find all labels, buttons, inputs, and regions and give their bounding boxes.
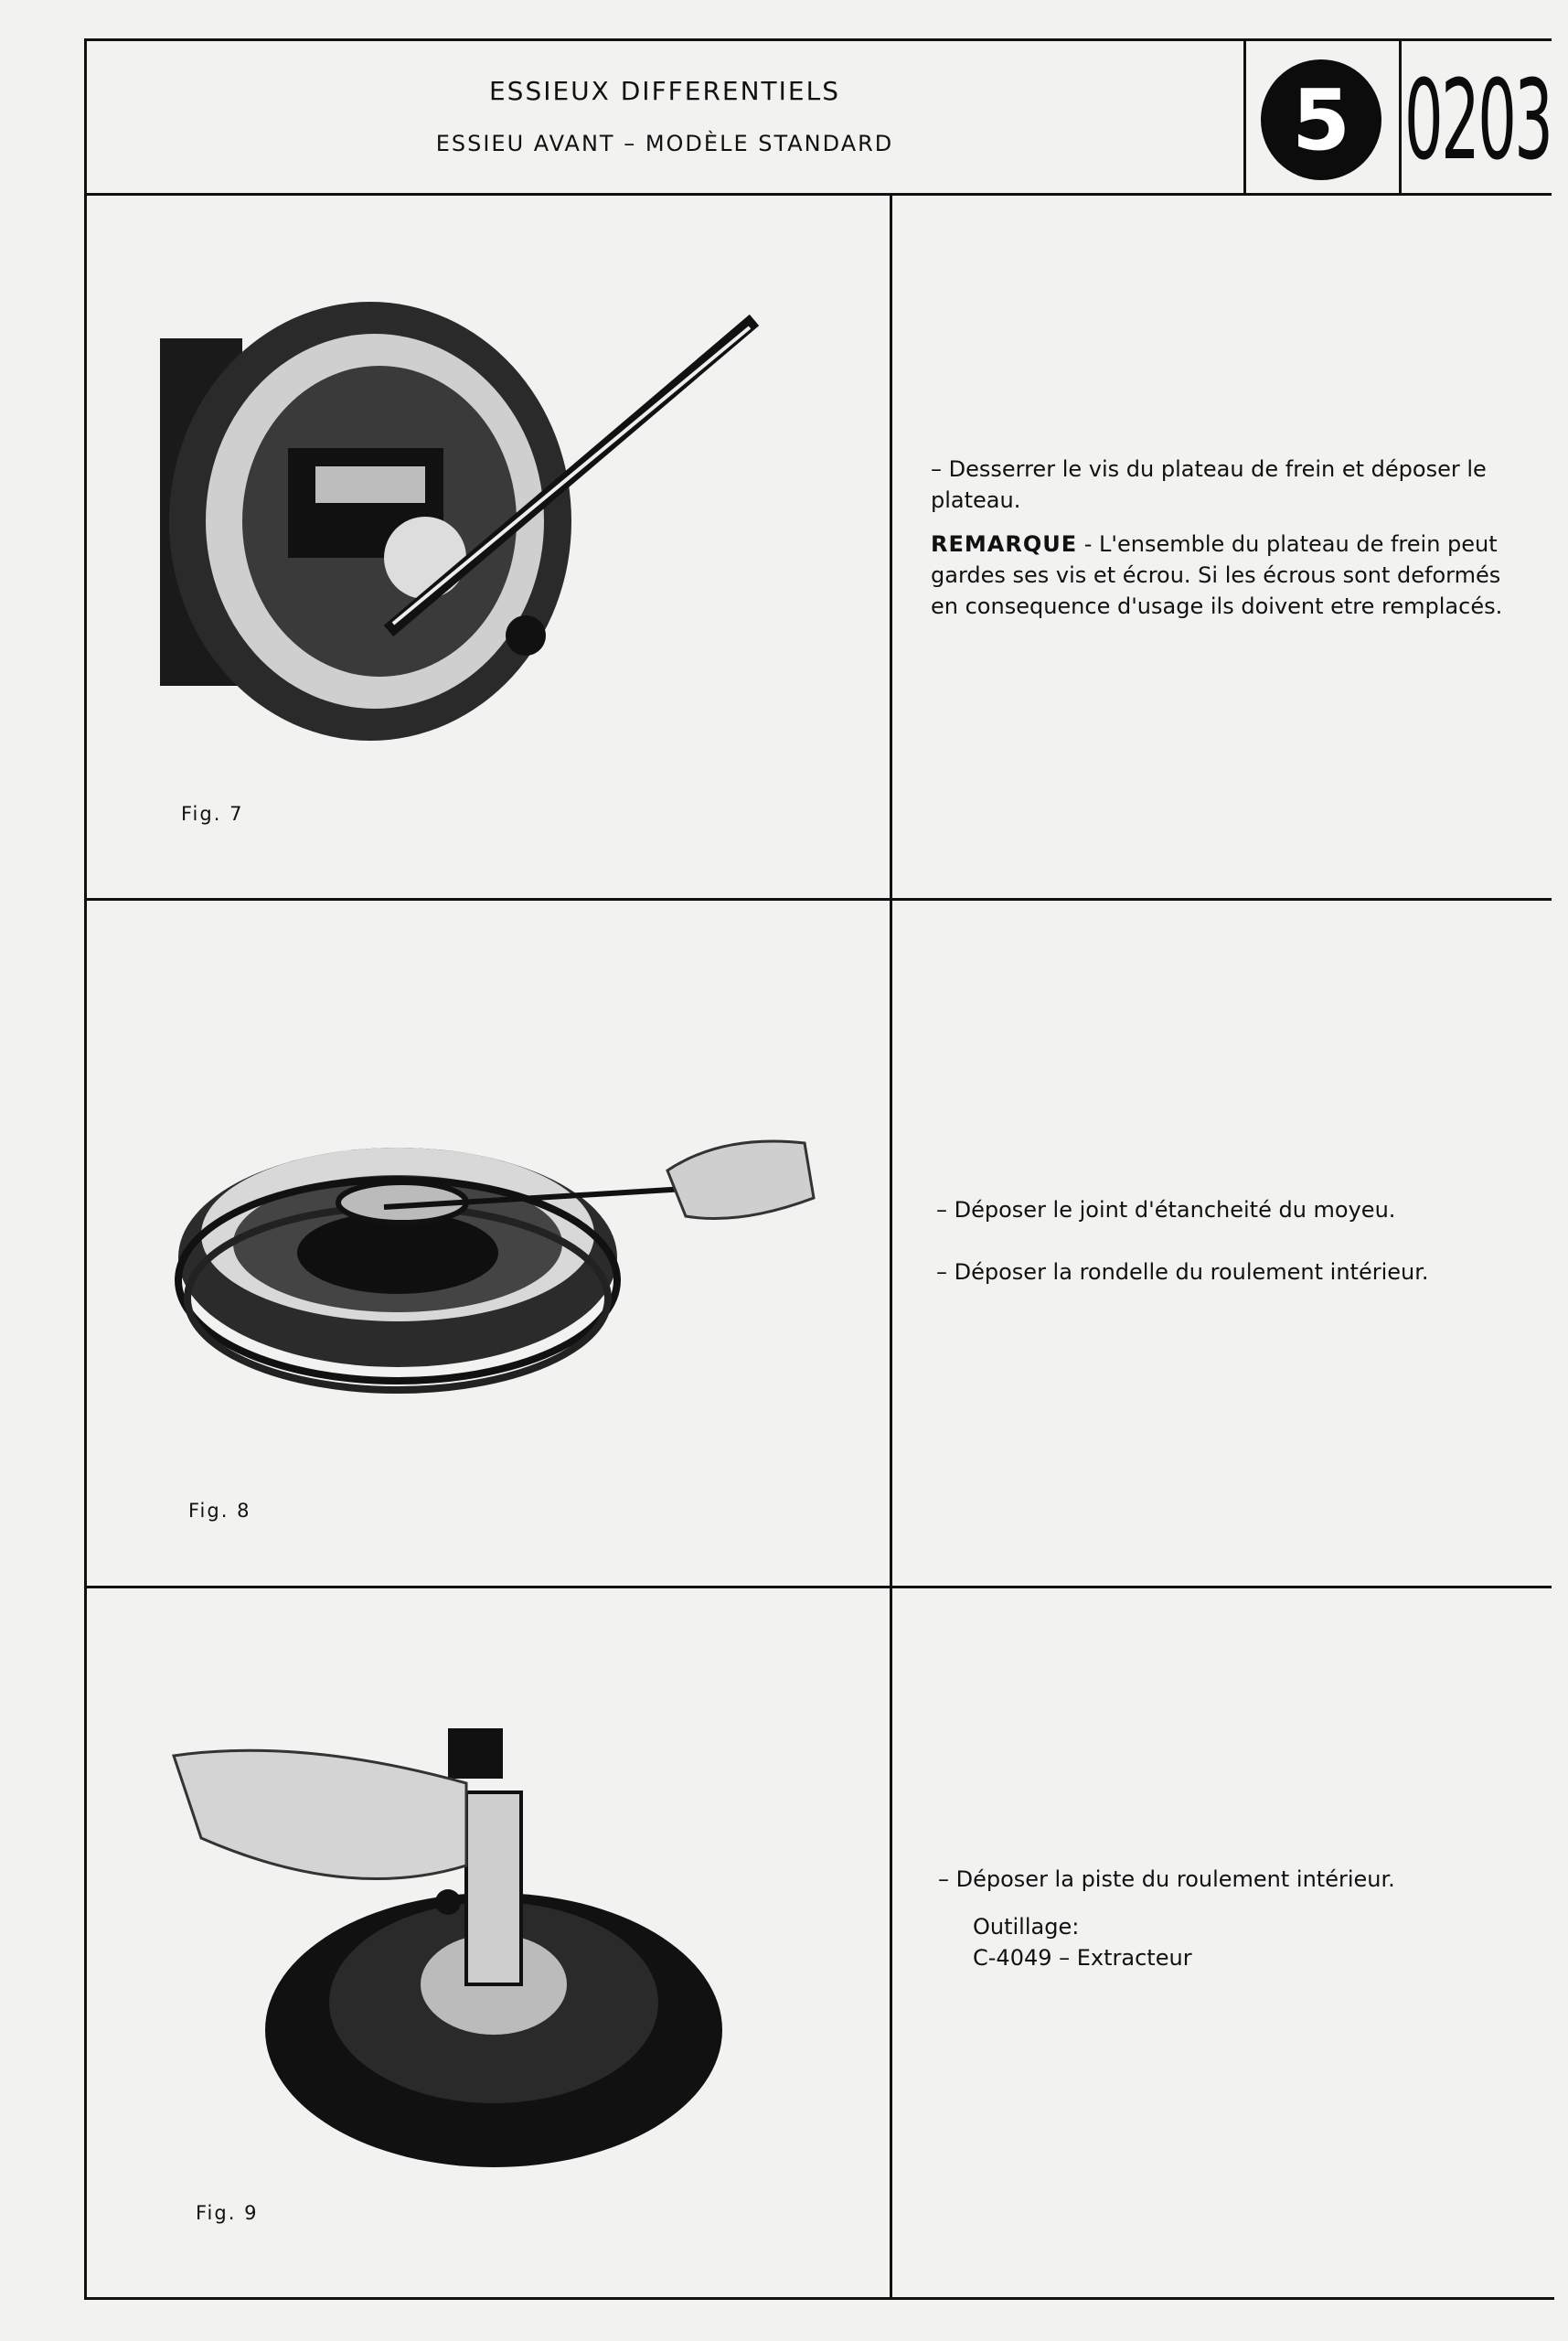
- figure-label: Fig. 7: [181, 803, 244, 825]
- brake-drum-photo: [174, 1097, 850, 1417]
- step-text: [931, 454, 1516, 622]
- column-divider: [890, 196, 892, 2297]
- header-divider: [1243, 41, 1246, 196]
- tooling-label: Outillage:: [973, 1914, 1080, 1940]
- brake-backing-plate-photo: [151, 302, 773, 750]
- row-divider: [84, 898, 1552, 901]
- instruction: – Déposer la rondelle du roulement intérieur.: [936, 1259, 1429, 1285]
- bearing-race-puller-photo: [165, 1728, 731, 2167]
- header-subtitle: ESSIEU AVANT – MODÈLE STANDARD: [435, 131, 894, 156]
- remark: [931, 529, 1516, 622]
- page-number: 0203: [1404, 58, 1552, 185]
- figure-label: Fig. 9: [196, 2202, 259, 2224]
- step-text: [938, 1864, 1523, 1973]
- page-header: [84, 38, 1552, 196]
- figure-label: Fig. 8: [188, 1500, 251, 1522]
- remark-label: REMARQUE: [931, 531, 1078, 557]
- tooling-item: C-4049 – Extracteur: [973, 1945, 1192, 1971]
- instruction: – Déposer le joint d'étancheité du moyeu.: [936, 1197, 1396, 1223]
- remark-text: - L'ensemble du plateau de frein peut gardes ses vis et écrou. Si les écrous sont deformés en consequence d'usage ils doivent etre remplacés.: [931, 531, 1503, 619]
- section-badge: 5: [1261, 59, 1381, 180]
- instruction: – Desserrer le vis du plateau de frein et déposer le plateau.: [931, 456, 1487, 513]
- row-divider: [84, 1586, 1552, 1588]
- header-divider: [1399, 41, 1402, 196]
- instruction: – Déposer la piste du roulement intérieur.: [938, 1866, 1395, 1892]
- step-text: [936, 1194, 1521, 1288]
- header-title: ESSIEUX DIFFERENTIELS: [488, 76, 840, 106]
